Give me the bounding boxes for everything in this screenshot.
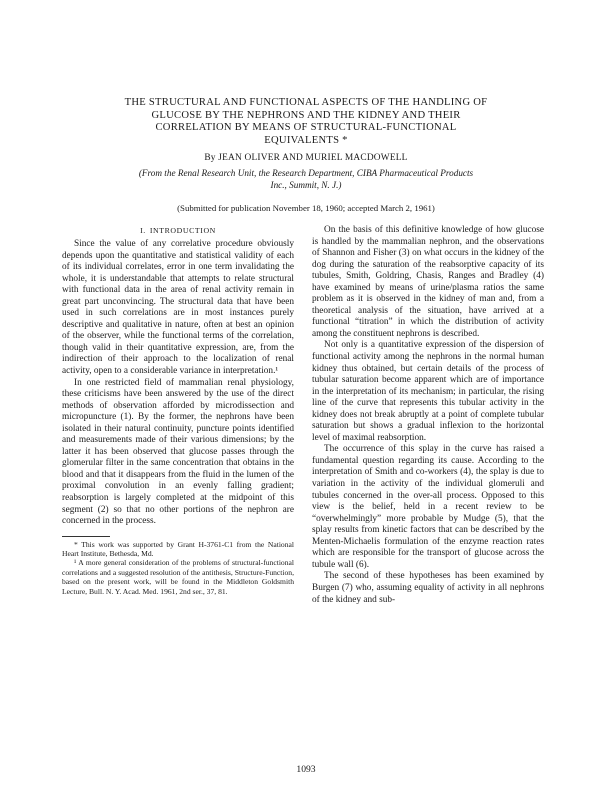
body-paragraph: In one restricted field of mammalian renal physiology, these criticisms have been answered by the use of the direct methods of observation afforded by microdissection and micropuncture (1). By the former, the nephrons have been isolated in their natural continuity, puncture points identified and measurements made of their various dimensions; by the latter it has been observed that glucose passes through the glomerular filter in the same concentration that obtains in the blood and that it disappears from the fluid in the lumen of the proximal convolution in an evenly falling gradient; reabsorption is largely completed at the midpoint of this segment (2) so that no other portions of the nephron are concerned in the process. — [62, 377, 294, 527]
body-paragraph: The occurrence of this splay in the curve has raised a fundamental question regarding its cause. According to the interpretation of Smith and co-workers (4), the splay is due to variation in the activity of the individual glomeruli and tubules concerned in the over-all process. Opposed to this view is the belief, held in a recent review to be “overwhelmingly” more probable by Mudge (5), that the splay results from kinetic factors that can be described by the Menten-Michaelis formulation of the enzyme reaction rates which are responsible for the transport of glucose across the tubule wall (6). — [312, 444, 544, 570]
title-line: THE STRUCTURAL AND FUNCTIONAL ASPECTS OF THE HANDLING OF — [124, 97, 488, 108]
title-line: CORRELATION BY MEANS OF STRUCTURAL-FUNCTIONAL — [155, 122, 457, 134]
section-heading — [62, 225, 294, 236]
affiliation — [95, 167, 517, 191]
title-line: EQUIVALENTS * — [264, 134, 348, 146]
article-title — [60, 97, 552, 147]
body-paragraph: Not only is a quantitative expression of the dispersion of functional activity among the nephrons in the normal human kidney thus obtained, but certain details of the process of tubular saturation become apparent which are of importance in the interpretation of its mechanism; in particular, the rising line of the curve that represents this tubular activity in the kidney does not break abruptly at a point of complete tubular saturation but shows a gradual inflexion to the horizontal level of maximal reabsorption. — [312, 340, 544, 443]
page-number: 1093 — [296, 764, 316, 775]
body-paragraph: Since the value of any correlative procedure obviously depends upon the quantitative and statistical validity of each of its individual correlates, error in one term invalidating the whole, it is understandable that attempts to relate structural with functional data in the area of renal activity remain in great part unconvincing. The structural data that have been used in such correlations are in most instances purely descriptive and qualitative in nature, often at best an opinion of the observer, while the functional terms of the correlation, though valid in their quantitative expression, are, from the indirection of their approach to the localization of renal activity, open to a considerable variance in interpretation.¹ — [62, 239, 294, 377]
author-line: By JEAN OLIVER AND MURIEL MACDOWELL — [204, 153, 408, 163]
footnote: * This work was supported by Grant H-3761-C1 from the National Heart Institute, Bethesda, Md. — [62, 539, 294, 559]
section-title: INTRODUCTION — [149, 226, 216, 235]
footnote-divider — [62, 536, 110, 537]
right-column — [312, 225, 544, 606]
submission-dates: (Submitted for publication November 18, 1960; accepted March 2, 1961) — [177, 203, 435, 213]
affiliation-line: (From the Renal Research Unit, the Research Department, CIBA Pharmaceutical Products — [138, 168, 474, 178]
section-number: I. — [140, 226, 146, 235]
body-paragraph: On the basis of this definitive knowledge of how glucose is handled by the mammalian nephron, and the observations of Shannon and Fisher (3) on what occurs in the kidney of the dog during the saturation of the reabsorptive capacity of its tubules, Smith, Goldring, Chasis, Ranges and Bradley (4) have examined by means of urine/plasma ratios the same problem as it is observed in the kidney of man and, from a theoretical analysis of the situation, have arrived at a functional “titration” in which the distribution of activity among the constituent nephrons is described. — [312, 225, 544, 339]
title-line: GLUCOSE BY THE NEPHRONS AND THE KIDNEY AND THEIR — [151, 109, 461, 121]
footnote: ¹ A more general consideration of the problems of structural-functional correlations and a suggested resolution of the antithesis, Structure-Function, based on the present work, will be found in the Middleton Goldsmith Lecture, Bull. N. Y. Acad. Med. 1961, 2nd ser., 37, 81. — [62, 558, 294, 596]
body-paragraph: The second of these hypotheses has been examined by Burgen (7) who, assuming equality of activity in all nephrons of the kidney and sub- — [312, 571, 544, 605]
affiliation-line: Inc., Summit, N. J.) — [270, 180, 342, 190]
left-column — [62, 225, 294, 596]
